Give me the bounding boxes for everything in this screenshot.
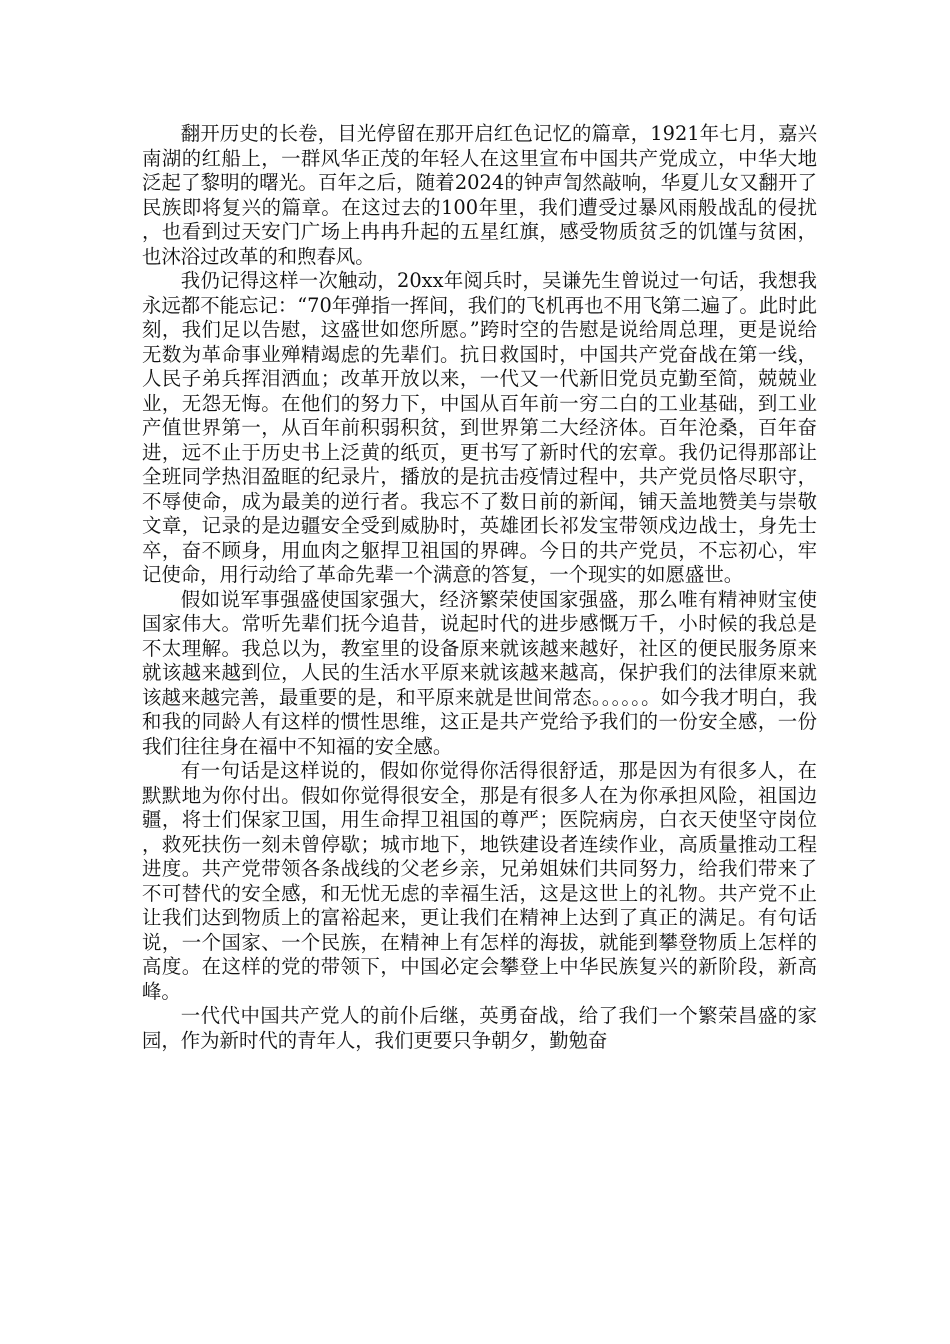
document-page xyxy=(142,122,817,1053)
paragraph-5: 一代代中国共产党人的前仆后继，英勇奋战，给了我们一个繁荣昌盛的家园，作为新时代的青年人，我们更要只争朝夕，勤勉奋 xyxy=(142,1004,817,1052)
paragraph-2: 我仍记得这样一次触动，20xx年阅兵时，吴谦先生曾说过一句话，我想我永远都不能忘记：“70年弹指一挥间，我们的飞机再也不用飞第二遍了。此时此刻，我们足以告慰，这盛世如您所愿。”跨时空的告慰是说给周总理，更是说给无数为革命事业殚精竭虑的先辈们。抗日救国时，中国共产党奋战在第一线，人民子弟兵挥泪洒血；改革开放以来，一代又一代新旧党员克勤至简，兢兢业业，无怨无悔。在他们的努力下，中国从百年前一穷二白的工业基础，到工业产值世界第一，从百年前积弱积贫，到世界第二大经济体。百年沧桑，百年奋进，远不止于历史书上泛黄的纸页，更书写了新时代的宏章。我仍记得那部让全班同学热泪盈眶的纪录片，播放的是抗击疫情过程中，共产党员恪尽职守，不辱使命，成为最美的逆行者。我忘不了数日前的新闻，铺天盖地赞美与崇敬文章，记录的是边疆安全受到威胁时，英雄团长祁发宝带领戍边战士，身先士卒，奋不顾身，用血肉之躯捍卫祖国的界碑。今日的共产党员，不忘初心，牢记使命，用行动给了革命先辈一个满意的答复，一个现实的如愿盛世。 xyxy=(142,269,817,586)
paragraph-4: 有一句话是这样说的，假如你觉得你活得很舒适，那是因为有很多人，在默默地为你付出。假如你觉得很安全，那是有很多人在为你承担风险，祖国边疆，将士们保家卫国，用生命捍卫祖国的尊严；医院病房，白衣天使坚守岗位，救死扶伤一刻未曾停歇；城市地下，地铁建设者连续作业，高质量推动工程进度。共产党带领各条战线的父老乡亲，兄弟姐妹们共同努力，给我们带来了不可替代的安全感，和无忧无虑的幸福生活，这是这世上的礼物。共产党不止让我们达到物质上的富裕起来，更让我们在精神上达到了真正的满足。有句话说，一个国家、一个民族，在精神上有怎样的海拔，就能到攀登物质上怎样的高度。在这样的党的带领下，中国必定会攀登上中华民族复兴的新阶段，新高峰。 xyxy=(142,759,817,1003)
paragraph-1: 翻开历史的长卷，目光停留在那开启红色记忆的篇章，1921年七月，嘉兴南湖的红船上，一群风华正茂的年轻人在这里宣布中国共产党成立，中华大地泛起了黎明的曙光。百年之后，随着2024的钟声訇然敲响，华夏儿女又翻开了民族即将复兴的篇章。在这过去的100年里，我们遭受过暴风雨般战乱的侵扰，也看到过天安门广场上冉冉升起的五星红旗，感受物质贫乏的饥馑与贫困，也沐浴过改革的和煦春风。 xyxy=(142,122,817,268)
paragraph-3: 假如说军事强盛使国家强大，经济繁荣使国家强盛，那么唯有精神财宝使国家伟大。常听先辈们抚今追昔，说起时代的进步感慨万千，小时候的我总是不太理解。我总以为，教室里的设备原来就该越来越好，社区的便民服务原来就该越来越到位，人民的生活水平原来就该越来越高，保护我们的法律原来就该越来越完善，最重要的是，和平原来就是世间常态。。。。。。如今我才明白，我和我的同龄人有这样的惯性思维，这正是共产党给予我们的一份安全感，一份我们往往身在福中不知福的安全感。 xyxy=(142,587,817,758)
